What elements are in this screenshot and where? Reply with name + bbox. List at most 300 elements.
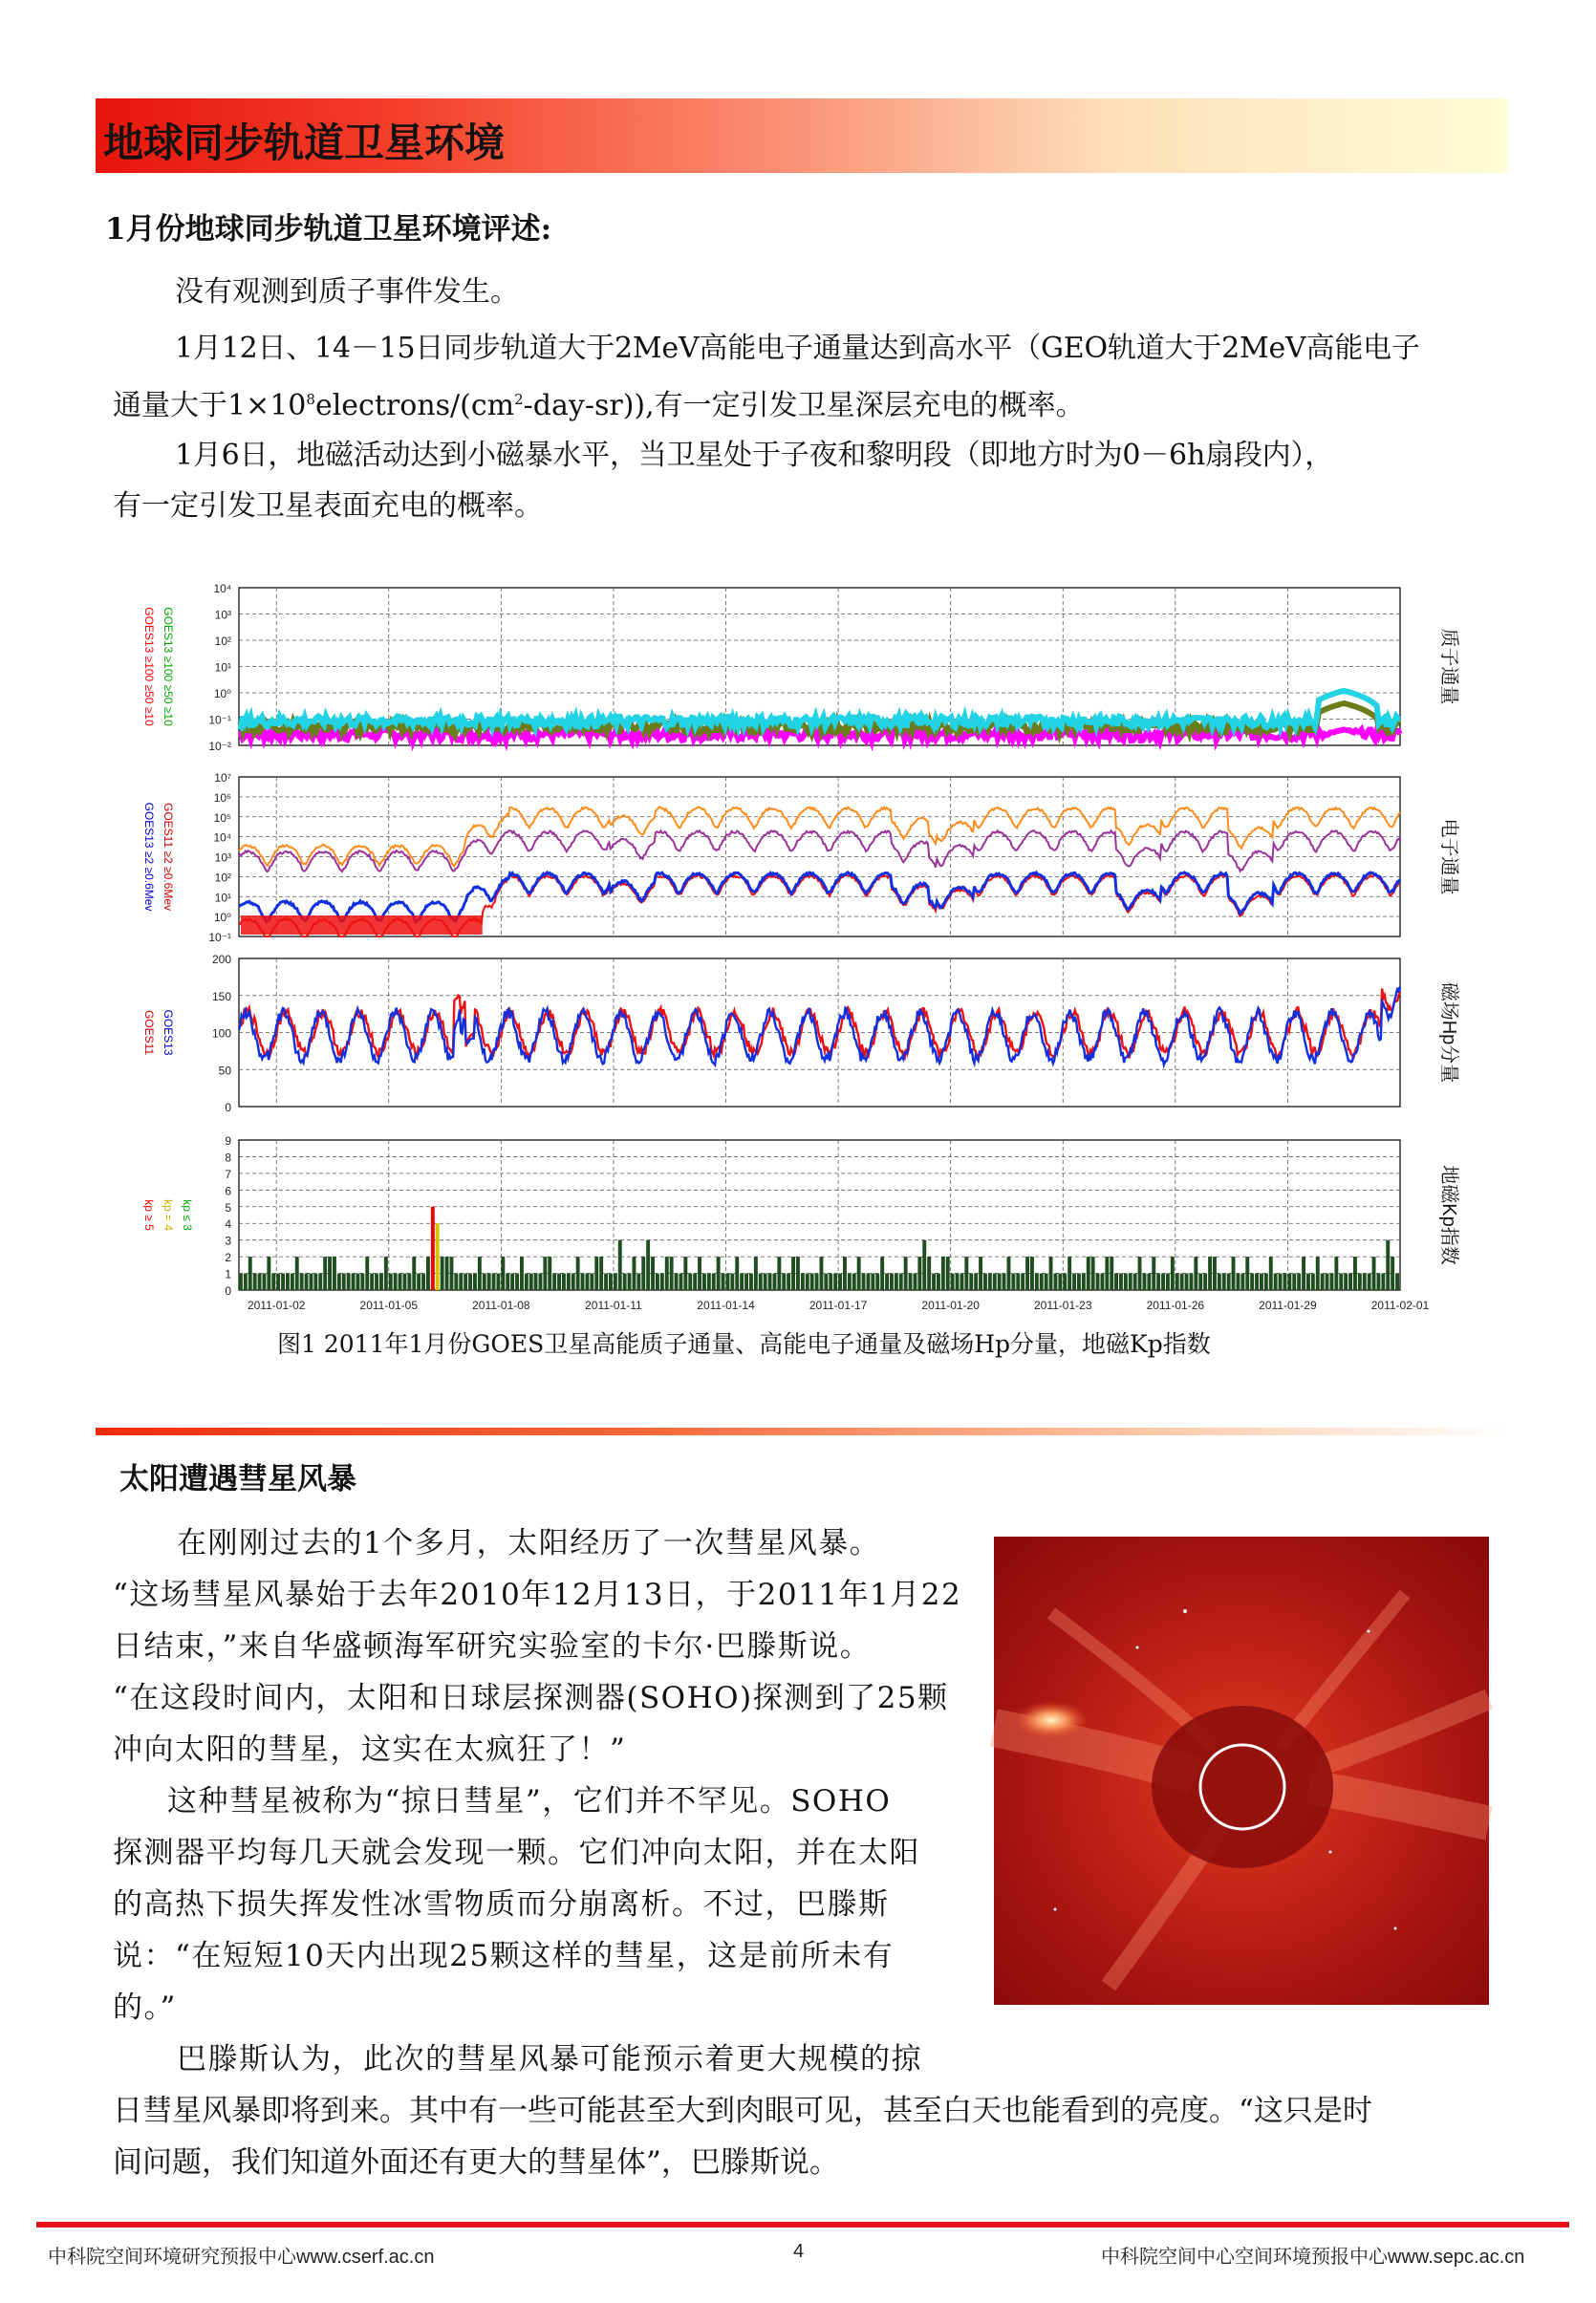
kp-bar — [347, 1274, 351, 1290]
kp-bar — [281, 1274, 285, 1290]
kp-bar — [1030, 1257, 1034, 1290]
kp-bar — [726, 1274, 730, 1290]
kp-bar — [594, 1257, 598, 1290]
kp-bar — [1091, 1257, 1095, 1290]
chart-y-tick-label: 10³ — [214, 850, 231, 865]
kp-bar — [1391, 1257, 1394, 1290]
article-line: 日结束，”来自华盛顿海军研究实验室的卡尔·巴滕斯说。 — [113, 1629, 872, 1664]
kp-bar — [1190, 1274, 1194, 1290]
chart-y-tick-label: 1 — [225, 1267, 231, 1281]
kp-bar — [417, 1274, 421, 1290]
kp-bar — [464, 1274, 467, 1290]
kp-bar — [1119, 1274, 1123, 1290]
kp-bar — [1269, 1257, 1273, 1290]
footer-right-org: 中科院空间中心空间环境预报中心www.sepc.ac.cn — [1101, 2247, 1525, 2268]
kp-bar — [614, 1274, 617, 1290]
kp-bar — [534, 1274, 538, 1290]
kp-bar — [501, 1257, 505, 1290]
kp-bar — [370, 1274, 374, 1290]
kp-bar — [852, 1274, 856, 1290]
kp-bar — [754, 1257, 758, 1290]
kp-bar — [1227, 1274, 1231, 1290]
kp-bar — [707, 1274, 711, 1290]
kp-bar — [764, 1274, 767, 1290]
chart-y-tick-label: 10⁻¹ — [208, 713, 231, 727]
soho-coronagraph-image — [994, 1537, 1489, 2005]
kp-bar — [1040, 1274, 1044, 1290]
chart-y-tick-label: 10⁰ — [213, 687, 231, 700]
chart-series-label: GOES11 — [142, 1009, 156, 1056]
kp-bar — [964, 1257, 968, 1290]
chart-y-tick-label: 10³ — [214, 608, 231, 622]
kp-bar — [1208, 1257, 1212, 1290]
kp-bar — [389, 1274, 393, 1290]
chart-y-tick-label: 10⁷ — [214, 771, 231, 785]
kp-bar — [310, 1274, 313, 1290]
kp-bar — [646, 1240, 650, 1290]
kp-bar — [473, 1274, 477, 1290]
chart-x-tick-label: 2011-01-29 — [1259, 1299, 1317, 1312]
kp-bar — [263, 1274, 267, 1290]
electron-sup-1: 8 — [306, 391, 315, 408]
kp-bar — [833, 1274, 837, 1290]
kp-bar — [529, 1274, 533, 1290]
kp-bar — [441, 1257, 444, 1290]
kp-bar — [1171, 1257, 1175, 1290]
electron-text-a: 通量大于1×10 — [113, 389, 307, 422]
chart-y-tick-label: 4 — [225, 1217, 231, 1232]
kp-bar — [782, 1274, 786, 1290]
kp-bar — [810, 1274, 814, 1290]
paragraph-geomag-line2: 有一定引发卫星表面充电的概率。 — [113, 489, 543, 523]
chart-y-tick-label: 10¹ — [214, 660, 231, 675]
kp-bar — [1114, 1274, 1118, 1290]
kp-bar — [633, 1257, 636, 1290]
kp-bar — [665, 1257, 669, 1290]
kp-bar — [1203, 1274, 1207, 1290]
kp-bar — [572, 1274, 575, 1290]
kp-bar — [693, 1274, 697, 1290]
kp-bar — [1311, 1274, 1315, 1290]
kp-bar — [497, 1274, 501, 1290]
kp-bar — [1348, 1274, 1352, 1290]
kp-bar — [1194, 1257, 1197, 1290]
electron-text-c: -day-sr)),有一定引发卫星深层充电的概率。 — [523, 389, 1085, 422]
kp-bar — [867, 1274, 871, 1290]
kp-bar — [1316, 1257, 1320, 1290]
kp-bar — [946, 1257, 950, 1290]
chart-series-label: GOES13 ≥100 ≥50 ≥10 — [142, 607, 156, 726]
kp-bar — [1213, 1257, 1217, 1290]
kp-bar — [1358, 1274, 1362, 1290]
article-line: 在刚刚过去的1个多月，太阳经历了一次彗星风暴。 — [177, 1526, 881, 1560]
article-line: 说：“在短短10天内出现25颗这样的彗星，这是前所未有 — [113, 1939, 895, 1973]
kp-bar — [683, 1257, 687, 1290]
kp-bar — [1185, 1274, 1189, 1290]
kp-bar — [815, 1274, 819, 1290]
chart-panel-title: 电子通量 — [1438, 818, 1459, 895]
kp-bar — [717, 1257, 721, 1290]
kp-bar — [360, 1274, 364, 1290]
kp-bar — [1302, 1257, 1305, 1290]
kp-bar — [1283, 1274, 1287, 1290]
kp-bar — [1101, 1274, 1105, 1290]
kp-bar — [328, 1257, 332, 1290]
kp-bar — [506, 1274, 509, 1290]
kp-bar — [801, 1274, 805, 1290]
kp-bar — [941, 1257, 945, 1290]
kp-bar — [651, 1257, 655, 1290]
article-line: 的高热下损失挥发性冰雪物质而分崩离析。不过，巴滕斯 — [113, 1887, 890, 1922]
kp-bar — [1353, 1257, 1357, 1290]
kp-bar — [712, 1274, 716, 1290]
chart-x-tick-label: 2011-02-01 — [1370, 1299, 1430, 1312]
kp-bar — [399, 1274, 402, 1290]
kp-bar — [791, 1257, 795, 1290]
kp-bar — [1321, 1274, 1325, 1290]
kp-bar — [688, 1274, 692, 1290]
chart-y-tick-label: 10¹ — [214, 891, 231, 905]
electron-text-b: electrons/(cm — [314, 389, 515, 422]
kp-bar — [253, 1274, 257, 1290]
goes-chart — [134, 559, 1459, 1312]
chart-y-tick-label: 50 — [218, 1064, 231, 1078]
kp-bar — [857, 1257, 861, 1290]
kp-bar — [562, 1274, 566, 1290]
kp-bar — [1077, 1274, 1081, 1290]
kp-bar — [421, 1274, 425, 1290]
kp-bar — [1255, 1274, 1259, 1290]
kp-bar — [300, 1274, 304, 1290]
kp-bar — [702, 1274, 706, 1290]
kp-bar — [567, 1274, 571, 1290]
article-line: 巴滕斯认为，此次的彗星风暴可能预示着更大规模的掠 — [177, 2042, 922, 2077]
chart-x-tick-label: 2011-01-11 — [585, 1299, 642, 1312]
kp-bar — [1264, 1274, 1268, 1290]
kp-bar — [880, 1257, 884, 1290]
kp-bar — [1368, 1274, 1371, 1290]
kp-bar — [548, 1257, 551, 1290]
chart-x-tick-label: 2011-01-05 — [359, 1299, 419, 1312]
kp-bar — [1250, 1274, 1254, 1290]
kp-bar — [951, 1274, 955, 1290]
kp-bar — [1279, 1274, 1283, 1290]
kp-bar — [922, 1240, 926, 1290]
kp-bar — [768, 1274, 772, 1290]
kp-bar — [557, 1274, 561, 1290]
kp-bar — [895, 1274, 898, 1290]
kp-bar — [824, 1274, 828, 1290]
kp-bar — [1072, 1274, 1076, 1290]
chart-y-tick-label: 200 — [211, 953, 231, 966]
chart-series-label: GOES13 ≥100 ≥50 ≥10 — [162, 607, 175, 726]
kp-bar — [342, 1274, 346, 1290]
kp-bar — [904, 1257, 908, 1290]
kp-bar — [759, 1274, 763, 1290]
kp-bar — [773, 1274, 777, 1290]
kp-bar — [291, 1274, 294, 1290]
chart-x-tick-label: 2011-01-17 — [809, 1299, 868, 1312]
kp-bar — [679, 1274, 683, 1290]
paragraph-electron-line2 — [113, 376, 1085, 430]
kp-bar — [431, 1207, 435, 1290]
kp-bar — [1082, 1274, 1086, 1290]
kp-bar — [286, 1274, 290, 1290]
kp-bar — [539, 1274, 543, 1290]
chart-y-tick-label: 9 — [225, 1134, 231, 1148]
kp-bar — [932, 1274, 936, 1290]
kp-bar — [1011, 1274, 1015, 1290]
kp-bar — [909, 1274, 913, 1290]
kp-bar — [1105, 1257, 1109, 1290]
kp-bar — [698, 1257, 701, 1290]
kp-bar — [838, 1274, 842, 1290]
kp-bar — [983, 1274, 987, 1290]
chart-y-tick-label: 7 — [225, 1167, 231, 1181]
chart-series-label: GOES11 ≥2 ≥0.6Mev — [162, 803, 175, 911]
kp-bar — [1063, 1274, 1067, 1290]
kp-bar — [641, 1257, 645, 1290]
kp-bar — [1049, 1257, 1053, 1290]
kp-bar — [899, 1274, 903, 1290]
kp-bar — [1372, 1257, 1376, 1290]
kp-bar — [806, 1274, 809, 1290]
kp-bar — [998, 1274, 1002, 1290]
paragraph-electron-line1: 1月12日、14－15日同步轨道大于2MeV高能电子通量达到高水平（GEO轨道大于2MeV高能电子 — [175, 332, 1420, 365]
chart-y-tick-label: 10² — [214, 635, 231, 648]
kp-bar — [337, 1274, 341, 1290]
kp-bar — [295, 1257, 299, 1290]
kp-bar — [1306, 1274, 1310, 1290]
kp-bar — [829, 1274, 832, 1290]
kp-bar — [384, 1257, 388, 1290]
article-line-full: 日彗星风暴即将到来。其中有一些可能甚至大到肉眼可见，甚至白天也能看到的亮度。“这只是时 — [113, 2094, 1372, 2128]
article-line: “在这段时间内，太阳和日球层探测器(SOHO)探测到了25颗 — [113, 1681, 949, 1715]
kp-bar — [1124, 1274, 1128, 1290]
kp-bar — [1334, 1257, 1338, 1290]
kp-bar — [1222, 1274, 1226, 1290]
article-line: 这种彗星被称为“掠日彗星”，它们并不罕见。SOHO — [167, 1784, 892, 1819]
kp-bar — [1287, 1274, 1291, 1290]
kp-bar — [515, 1274, 519, 1290]
paragraph-geomag-line1: 1月6日，地磁活动达到小磁暴水平，当卫星处于子夜和黎明段（即地方时为0－6h扇段内）， — [175, 439, 1334, 472]
kp-bar — [937, 1274, 940, 1290]
kp-bar — [1110, 1257, 1113, 1290]
kp-bar — [1260, 1274, 1263, 1290]
kp-bar — [1143, 1274, 1147, 1290]
kp-bar — [1133, 1274, 1137, 1290]
chart-y-tick-label: 0 — [225, 1284, 231, 1298]
chart-series-label: kp ≥ 5 — [142, 1199, 156, 1231]
kp-bar — [239, 1274, 243, 1290]
kp-bar — [796, 1257, 800, 1290]
kp-bar — [979, 1257, 982, 1290]
article-line: “这场彗星风暴始于去年2010年12月13日，于2011年1月22 — [113, 1578, 962, 1612]
kp-bar — [956, 1274, 960, 1290]
kp-bar — [1395, 1274, 1399, 1290]
kp-bar — [623, 1274, 627, 1290]
kp-bar — [248, 1257, 252, 1290]
kp-bar — [1180, 1274, 1184, 1290]
kp-bar — [787, 1274, 790, 1290]
kp-bar — [492, 1274, 496, 1290]
kp-bar — [403, 1274, 407, 1290]
section-heading-geo: 1月份地球同步轨道卫星环境评述: — [105, 212, 552, 247]
kp-bar — [969, 1274, 973, 1290]
kp-bar — [478, 1257, 482, 1290]
kp-bar — [1035, 1274, 1039, 1290]
kp-bar — [436, 1223, 440, 1290]
kp-bar — [1045, 1274, 1048, 1290]
kp-bar — [993, 1274, 997, 1290]
kp-bar — [988, 1274, 992, 1290]
kp-bar — [1386, 1240, 1390, 1290]
kp-bar — [276, 1274, 280, 1290]
kp-bar — [1377, 1274, 1381, 1290]
kp-bar — [323, 1257, 327, 1290]
kp-bar — [871, 1274, 874, 1290]
chart-x-tick-label: 2011-01-08 — [472, 1299, 530, 1312]
kp-bar — [586, 1274, 590, 1290]
chart-y-tick-label: 10⁻¹ — [208, 931, 231, 944]
footer-rule — [36, 2222, 1569, 2228]
chart-y-tick-label: 150 — [211, 989, 231, 1003]
kp-bar — [267, 1257, 270, 1290]
kp-bar — [525, 1274, 528, 1290]
kp-bar — [1058, 1274, 1062, 1290]
kp-bar — [599, 1257, 603, 1290]
chart-x-tick-label: 2011-01-14 — [697, 1299, 755, 1312]
kp-bar — [1003, 1274, 1006, 1290]
chart-x-tick-label: 2011-01-20 — [921, 1299, 980, 1312]
kp-bar — [1339, 1274, 1343, 1290]
kp-bar — [379, 1274, 383, 1290]
kp-bar — [1237, 1274, 1240, 1290]
kp-bar — [305, 1274, 309, 1290]
kp-bar — [581, 1274, 585, 1290]
paragraph-proton: 没有观测到质子事件发生。 — [175, 275, 519, 309]
kp-bar — [352, 1274, 356, 1290]
kp-bar — [1326, 1274, 1329, 1290]
kp-bar — [917, 1257, 921, 1290]
chart-y-tick-label: 8 — [225, 1151, 231, 1165]
kp-bar — [318, 1274, 322, 1290]
kp-bar — [730, 1274, 734, 1290]
kp-bar — [271, 1274, 275, 1290]
kp-bar — [356, 1274, 360, 1290]
chart-y-tick-label: 10⁴ — [213, 582, 231, 595]
kp-bar — [656, 1274, 659, 1290]
kp-bar — [609, 1274, 613, 1290]
kp-bar — [1068, 1257, 1071, 1290]
kp-bar — [426, 1257, 430, 1290]
kp-bar — [875, 1274, 879, 1290]
kp-bar — [722, 1274, 725, 1290]
kp-bar — [735, 1257, 739, 1290]
kp-bar — [1274, 1274, 1278, 1290]
article-line: 的。” — [113, 1991, 177, 2025]
chart-y-tick-label: 3 — [225, 1234, 231, 1248]
kp-bar — [1129, 1274, 1132, 1290]
kp-bar — [487, 1274, 491, 1290]
chart-panel-title: 磁场Hp分量 — [1438, 981, 1459, 1084]
kp-bar — [1297, 1274, 1301, 1290]
kp-bar — [820, 1257, 824, 1290]
kp-bar — [914, 1274, 917, 1290]
footer-left-org: 中科院空间环境研究预报中心www.cserf.ac.cn — [48, 2247, 435, 2268]
kp-bar — [740, 1274, 744, 1290]
chart-y-tick-label: 5 — [225, 1200, 231, 1215]
kp-bar — [1161, 1274, 1165, 1290]
kp-bar — [1175, 1274, 1179, 1290]
kp-bar — [468, 1274, 472, 1290]
kp-bar — [258, 1274, 262, 1290]
chart-y-tick-label: 100 — [211, 1026, 231, 1041]
kp-bar — [974, 1274, 978, 1290]
chart-y-tick-label: 10⁻² — [208, 740, 231, 753]
kp-bar — [1087, 1257, 1090, 1290]
kp-bar — [1330, 1274, 1334, 1290]
article-line: 探测器平均每几天就会发现一颗。它们冲向太阳，并在太阳 — [113, 1836, 920, 1870]
chart-y-tick-label: 0 — [225, 1101, 231, 1114]
kp-bar — [1025, 1257, 1029, 1290]
kp-bar — [744, 1274, 748, 1290]
kp-bar — [1007, 1257, 1011, 1290]
kp-bar — [618, 1240, 622, 1290]
kp-bar — [1138, 1257, 1142, 1290]
kp-bar — [777, 1257, 781, 1290]
kp-bar — [636, 1274, 640, 1290]
kp-bar — [407, 1274, 411, 1290]
chart-y-tick-label: 10⁶ — [213, 790, 231, 805]
chart-x-tick-label: 2011-01-23 — [1034, 1299, 1092, 1312]
kp-bar — [1292, 1274, 1296, 1290]
article-line: 冲向太阳的彗星，这实在太疯狂了！” — [113, 1733, 627, 1767]
kp-bar — [483, 1274, 486, 1290]
kp-bar — [1021, 1274, 1024, 1290]
kp-bar — [1166, 1274, 1170, 1290]
kp-bar — [670, 1257, 674, 1290]
kp-bar — [1156, 1274, 1160, 1290]
kp-bar — [375, 1274, 378, 1290]
page-number: 4 — [793, 2241, 805, 2262]
kp-bar — [1198, 1274, 1202, 1290]
kp-bar — [454, 1274, 458, 1290]
chart-x-tick-label: 2011-01-26 — [1146, 1299, 1205, 1312]
kp-bar — [445, 1257, 449, 1290]
section-heading-comet: 太阳遭遇彗星风暴 — [119, 1462, 356, 1496]
kp-bar — [459, 1274, 463, 1290]
kp-bar — [1232, 1257, 1236, 1290]
chart-y-tick-label: 6 — [225, 1184, 231, 1198]
chart-y-tick-label: 10² — [214, 871, 231, 885]
kp-bar — [450, 1257, 454, 1290]
kp-bar — [333, 1257, 336, 1290]
kp-bar — [590, 1274, 593, 1290]
kp-bar — [1054, 1274, 1058, 1290]
kp-bar — [890, 1274, 894, 1290]
figure-caption: 图1 2011年1月份GOES卫星高能质子通量、高能电子通量及磁场Hp分量，地磁Kp指数 — [277, 1330, 1211, 1358]
kp-bar — [244, 1274, 248, 1290]
kp-bar — [628, 1274, 632, 1290]
kp-bar — [1240, 1274, 1244, 1290]
kp-bar — [412, 1257, 416, 1290]
section-divider — [96, 1428, 1508, 1435]
kp-bar — [520, 1257, 524, 1290]
chart-y-tick-label: 10⁴ — [213, 830, 231, 845]
kp-bar — [394, 1274, 398, 1290]
kp-bar — [675, 1274, 679, 1290]
